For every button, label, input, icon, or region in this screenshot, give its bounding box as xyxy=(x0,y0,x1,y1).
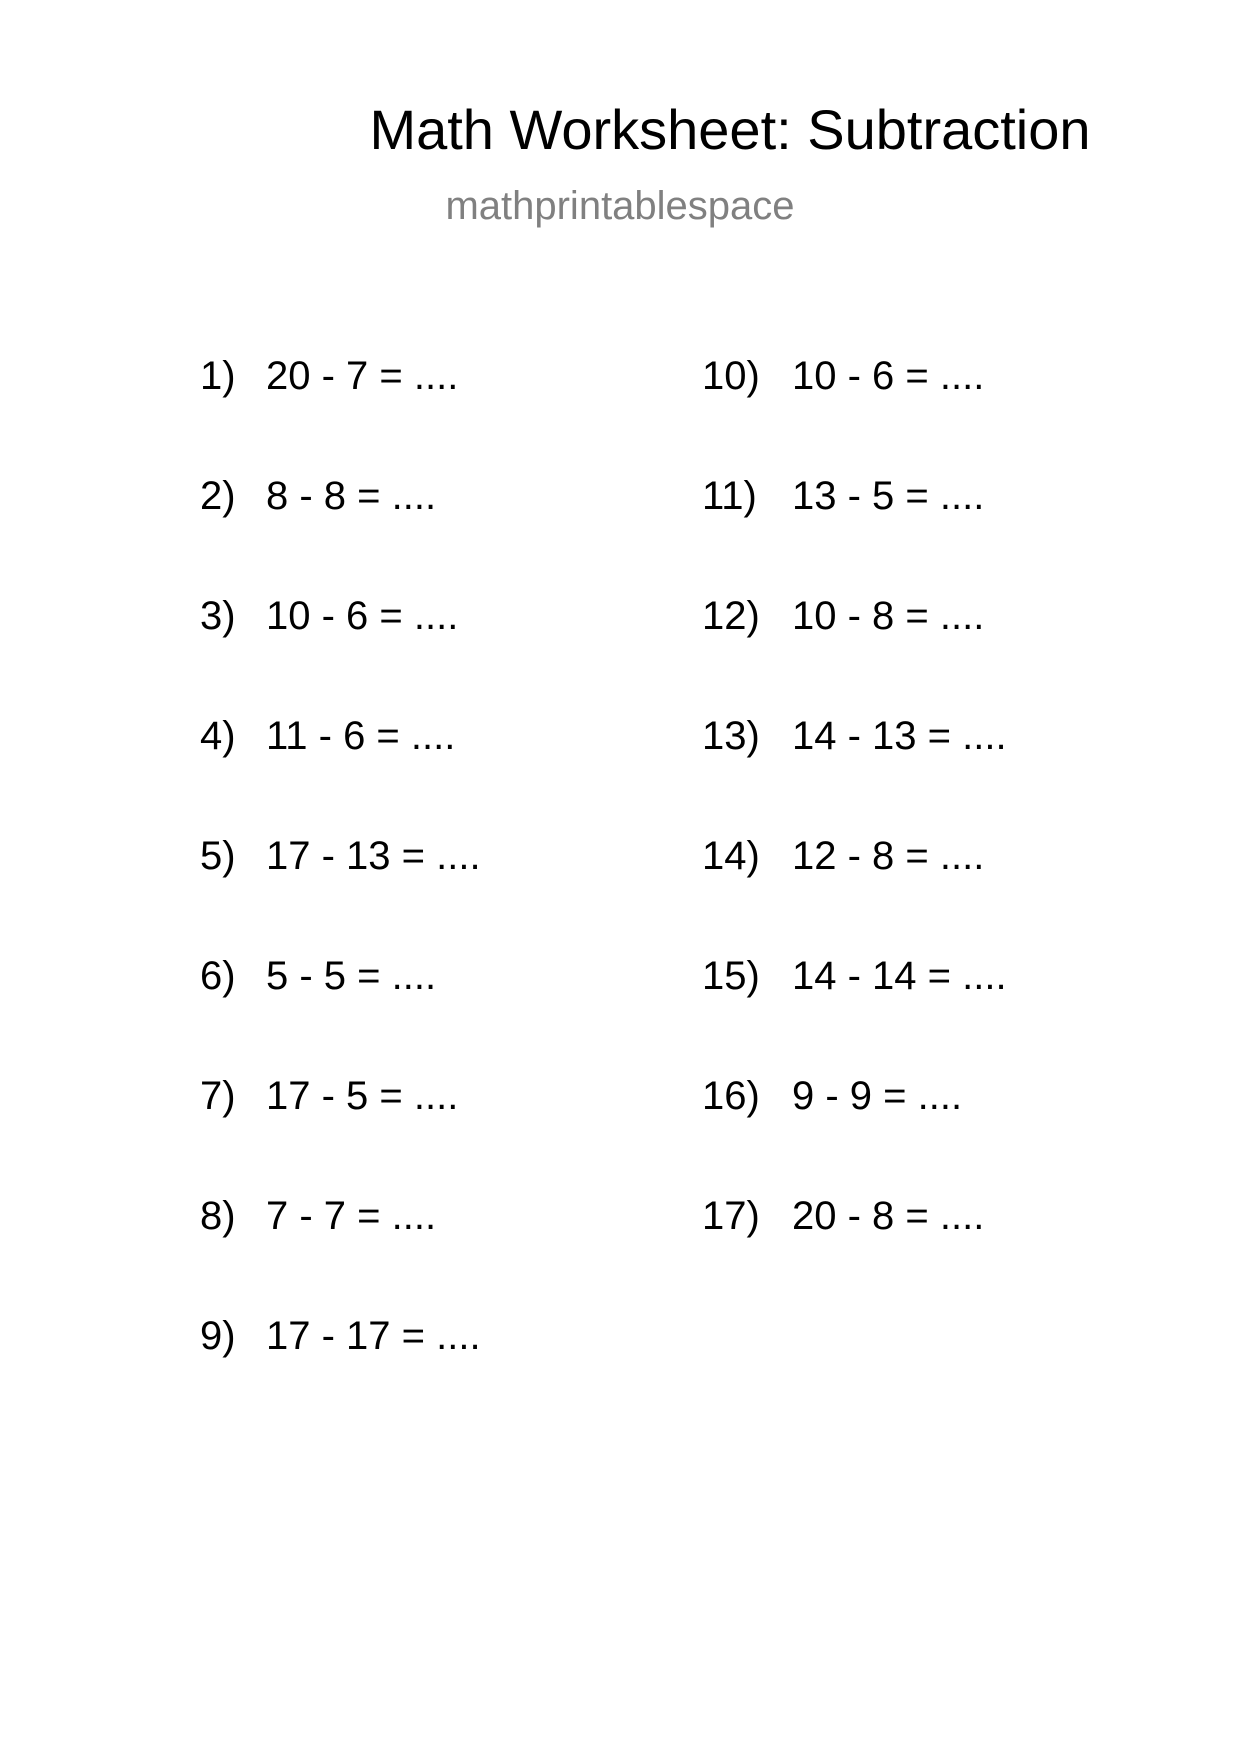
problem-number: 13) xyxy=(702,714,760,758)
problem-expression: 5 - 5 = .... xyxy=(266,954,437,998)
problem-15 xyxy=(702,952,1007,1072)
problem-number: 12) xyxy=(702,594,760,638)
problem-expression: 14 - 13 = .... xyxy=(792,714,1007,758)
problem-10 xyxy=(702,352,1007,472)
problem-16 xyxy=(702,1072,1007,1192)
problem-number: 10) xyxy=(702,354,760,398)
problem-number: 4) xyxy=(200,714,236,758)
problem-4 xyxy=(200,712,481,832)
problem-number: 3) xyxy=(200,594,236,638)
problem-1 xyxy=(200,352,481,472)
problem-3 xyxy=(200,592,481,712)
problem-5 xyxy=(200,832,481,952)
problem-number: 7) xyxy=(200,1074,236,1118)
problem-number: 6) xyxy=(200,954,236,998)
problem-number: 9) xyxy=(200,1314,236,1358)
problem-expression: 17 - 17 = .... xyxy=(266,1314,481,1358)
problem-17 xyxy=(702,1192,1007,1312)
problem-6 xyxy=(200,952,481,1072)
problem-expression: 14 - 14 = .... xyxy=(792,954,1007,998)
problem-14 xyxy=(702,832,1007,952)
problem-expression: 20 - 8 = .... xyxy=(792,1194,985,1238)
problem-expression: 7 - 7 = .... xyxy=(266,1194,437,1238)
problem-9 xyxy=(200,1312,481,1432)
problem-expression: 9 - 9 = .... xyxy=(792,1074,963,1118)
problem-number: 1) xyxy=(200,354,236,398)
problems-right-column xyxy=(702,352,1007,1312)
problem-expression: 11 - 6 = .... xyxy=(266,714,456,758)
problem-expression: 10 - 8 = .... xyxy=(792,594,985,638)
problem-expression: 17 - 5 = .... xyxy=(266,1074,459,1118)
problem-number: 14) xyxy=(702,834,760,878)
page-title: Math Worksheet: Subtraction xyxy=(369,98,1091,161)
problem-expression: 13 - 5 = .... xyxy=(792,474,985,518)
problem-expression: 10 - 6 = .... xyxy=(266,594,459,638)
problem-number: 16) xyxy=(702,1074,760,1118)
problem-8 xyxy=(200,1192,481,1312)
problems-left-column xyxy=(200,352,481,1432)
page-subtitle: mathprintablespace xyxy=(445,184,795,228)
problem-expression: 17 - 13 = .... xyxy=(266,834,481,878)
problem-expression: 8 - 8 = .... xyxy=(266,474,437,518)
problem-7 xyxy=(200,1072,481,1192)
problem-number: 5) xyxy=(200,834,236,878)
problem-number: 8) xyxy=(200,1194,236,1238)
problem-number: 11) xyxy=(702,474,757,518)
problem-expression: 20 - 7 = .... xyxy=(266,354,459,398)
problem-11 xyxy=(702,472,1007,592)
problem-expression: 10 - 6 = .... xyxy=(792,354,985,398)
problem-number: 2) xyxy=(200,474,236,518)
problem-12 xyxy=(702,592,1007,712)
problem-number: 17) xyxy=(702,1194,760,1238)
problem-2 xyxy=(200,472,481,592)
problem-13 xyxy=(702,712,1007,832)
problem-number: 15) xyxy=(702,954,760,998)
problem-expression: 12 - 8 = .... xyxy=(792,834,985,878)
